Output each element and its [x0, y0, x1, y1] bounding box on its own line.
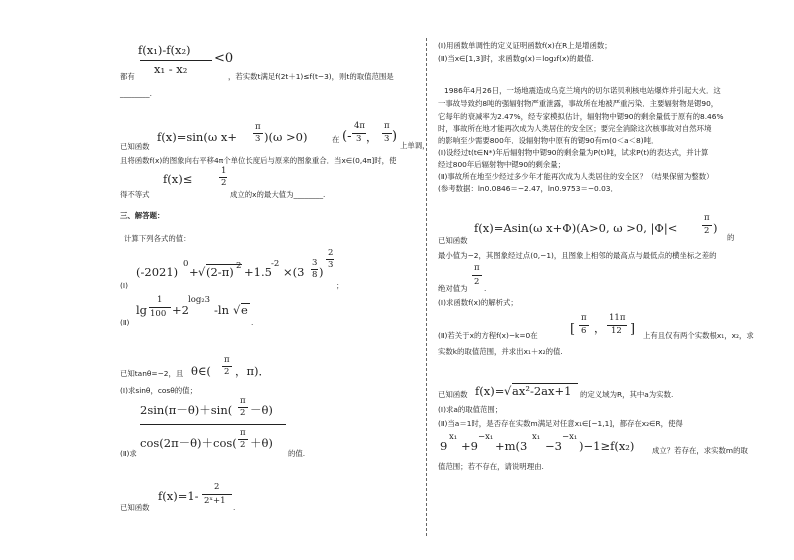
e1-a-sup: 0	[183, 259, 189, 269]
e1-c: +1.5	[244, 265, 272, 279]
interval-right: )	[392, 129, 398, 144]
column-divider	[426, 38, 427, 536]
q21-l3-den: 2	[474, 277, 480, 287]
q21-l3-num: π	[474, 263, 480, 273]
q20-l4: 时，事故所在地才能再次成为人类居住的安全区；要完全消除这次核事故对自然环境	[438, 124, 712, 133]
int-comma: ，	[594, 321, 606, 335]
num-f-num: π	[240, 396, 246, 406]
ineq: f(x)≤	[163, 172, 193, 186]
den-f-den: 2	[240, 440, 246, 450]
num-f-den: 2	[240, 408, 246, 418]
q18-p2-end: 的值.	[288, 449, 306, 458]
q21-func-end: )	[713, 221, 718, 235]
i-b-den: 12	[611, 326, 622, 336]
e-b: +9	[461, 439, 478, 453]
q18-num-end: －θ)	[250, 403, 273, 417]
p2-func: f(x)=sin(ω x+	[157, 130, 237, 144]
q21-de: 的	[727, 233, 735, 242]
e1-rad-sup: 2	[236, 261, 242, 271]
e1-exp-num: 2	[328, 248, 334, 258]
i-a-num: π	[581, 313, 587, 323]
q22-e-tail: 成立？若存在，求实数m的取	[652, 446, 748, 455]
e2-b: +2	[172, 303, 189, 317]
t-num: π	[224, 355, 230, 365]
e1-c-sup: -2	[271, 259, 280, 269]
q21-p2c: 实数k的取值范围，并求出x₁＋x₂的值.	[438, 347, 563, 356]
pi-num: π	[255, 122, 261, 132]
p2-line3b: 成立的x的最大值为________.	[230, 190, 326, 199]
less-than-zero: <0	[214, 51, 234, 66]
e1-rad: (2-π)	[206, 265, 234, 279]
e1-mix-num: 3	[312, 258, 318, 268]
p1-text: ，若实数t满足f(2t＋1)≤f(t−3)，则t的取值范围是	[228, 72, 394, 81]
e2-c: -ln	[214, 303, 229, 317]
q22-p1: (Ⅰ)求a的取值范围；	[438, 405, 503, 414]
i-b-num: 11π	[609, 313, 626, 323]
p2-line3a: 得不等式	[120, 190, 150, 199]
e1-b: +	[189, 265, 199, 279]
fraction-bar	[472, 275, 482, 276]
fraction-bar	[149, 307, 171, 308]
q19-lead: 已知函数	[120, 503, 150, 512]
e1-a: (-2021)	[136, 265, 179, 279]
radical-sign: √	[233, 303, 241, 317]
q20-l7: 经过800年后辐射物中锶90的剩余量；	[438, 160, 565, 169]
a-num: 4π	[354, 121, 365, 131]
q21-p2a: (Ⅱ)若关于x的方程f(x)−k=0在	[438, 331, 538, 340]
radical-sign: √	[198, 265, 206, 279]
q20-l3: 它每年的衰减率为2.47%，经专家模拟估计，辐射物中锶90的剩余量低于原有的8.46%	[438, 112, 724, 121]
pi-den: 3	[255, 134, 261, 144]
q21-l2: 最小值为−2，其图象经过点(0,−1)，且图象上相邻的最高点与最低点的横坐标之差的	[438, 251, 717, 260]
q18-den: cos(2π－θ)＋cos(	[140, 436, 237, 450]
q20-l8: (Ⅱ)事故所在地至少经过多少年才能再次成为人类居住的安全区？（结果保留为整数）	[438, 172, 714, 181]
e2-tail: .	[251, 318, 254, 327]
q19b-l2: (Ⅱ)当x∈[1,3]时，求函数g(x)＝log₂f(x)的最值.	[438, 54, 594, 63]
q21-p2b: 上有且仅有两个实数根x₁，x₂，求	[643, 331, 754, 340]
section-heading: 三、解答题：	[120, 211, 165, 220]
q20-l2: 一事故导致约8吨的强辐射物严重泄露，事故所在地被严重污染．主要辐射物是锶90，	[438, 99, 719, 108]
t-den: 2	[224, 367, 230, 377]
e-a-sup: x₁	[449, 432, 458, 442]
q19-f-num: 2	[214, 482, 220, 492]
fraction-bar	[140, 60, 212, 61]
q22-last: 值范围；若不存在，请说明理由.	[438, 462, 544, 471]
main-fraction-bar	[140, 424, 286, 425]
q21-f-den: 2	[704, 226, 710, 236]
b-den: 3	[384, 134, 390, 144]
e-a: 9	[440, 439, 448, 453]
q18-theta-end: ，π)．	[235, 364, 271, 378]
e1-e: )	[319, 265, 324, 279]
q20-l5: 的影响至少需要800年．设辐射物中原有的锶90有m(0＜a＜8)吨．	[438, 136, 659, 145]
q19-func: f(x)=1-	[158, 489, 199, 503]
q22-rad: ax²-2ax+1	[512, 384, 572, 398]
q19-f-den: 2ˣ+1	[204, 496, 226, 506]
den-f-num: π	[240, 428, 246, 438]
radical-sign: √	[504, 384, 512, 398]
q19b-l1: (Ⅰ)用函数单调性的定义证明函数f(x)在R上是增函数；	[438, 41, 612, 50]
q21-lead: 已知函数	[438, 236, 468, 245]
q17-label-1: (Ⅰ)	[120, 281, 128, 290]
q20-l6: (Ⅰ)设经过t(t∈N*)年后辐射物中锶90的剩余量为P(t)吨，试求P(t)的表达式，并计算	[438, 148, 709, 157]
frac-denominator: x₁ - x₂	[154, 62, 188, 76]
q20-l9: (参考数据：ln0.0846＝−2.47，ln0.9753＝−0.03．	[438, 184, 618, 193]
e1-d: ×(3	[283, 265, 305, 279]
q18-num: 2sin(π－θ)＋sin(	[140, 403, 233, 417]
q18-den-end: ＋θ)	[250, 436, 273, 450]
e2-a: lg	[136, 303, 148, 317]
q19-tail: .	[233, 503, 236, 512]
e-c: +m(3	[495, 439, 528, 453]
p2-line2: 且将函数f(x)的图象向右平移4π个单位长度后与原来的图象重合．当x∈(0,4π]时，使	[120, 156, 397, 165]
q22-func: f(x)=	[475, 384, 505, 398]
q21-p1: (Ⅰ)求函数f(x)的解析式；	[438, 298, 518, 307]
fraction-bar	[202, 494, 232, 495]
q22-p2: (Ⅱ)当a＝1时，是否存在实数m满足对任意x₁∈[−1,1]，都存在x₂∈R，使得	[438, 419, 683, 428]
e1-mix-den: 8	[312, 270, 318, 280]
e-d: −3	[545, 439, 562, 453]
q17-intro: 计算下列各式的值：	[124, 234, 191, 243]
e2-f-num: 1	[157, 295, 163, 305]
p2-on: 在	[332, 135, 340, 144]
e2-b-sup: log₂3	[188, 295, 211, 305]
e2-f-den: 100	[150, 309, 167, 319]
q18-theta: θ∈(	[191, 364, 211, 378]
e-c-sup: x₁	[532, 432, 541, 442]
int-right: ]	[630, 322, 636, 337]
p1-blank: ________.	[120, 89, 152, 98]
q18-p1: (Ⅰ)求sinθ，cosθ的值；	[120, 386, 197, 395]
h-num: 1	[221, 166, 227, 176]
p2-mono: 上单调，	[400, 141, 430, 150]
q21-func: f(x)=Asin(ω x+Φ)(A>0, ω >0, |Φ|<	[474, 221, 678, 235]
p1-prefix: 都有	[120, 72, 135, 81]
q21-l3-tail: .	[484, 284, 487, 293]
e-b-sup: −x₁	[478, 432, 494, 442]
interval-left: (-	[342, 129, 352, 144]
q22-lead: 已知函数	[438, 390, 468, 399]
q22-tail: 的定义域为R，其中a为实数.	[580, 390, 674, 399]
e-e: )−1≥f(x₂)	[579, 439, 635, 453]
q18-lead: 已知tanθ=−2，且	[120, 369, 184, 378]
p2-func-end: )(ω >0)	[264, 130, 308, 144]
e2-rad: e	[241, 303, 248, 317]
q20-l1: 1986年4月26日，一场地震造成乌克兰境内的切尔诺贝利核电站爆炸并引起大火．这	[444, 86, 721, 95]
h-den: 2	[221, 178, 227, 188]
comma: ，	[366, 130, 378, 144]
int-left: [	[570, 322, 576, 337]
q21-f-num: π	[704, 213, 710, 223]
q21-l3-lead: 绝对值为	[438, 284, 468, 293]
a-den: 3	[356, 134, 362, 144]
b-num: π	[384, 121, 390, 131]
e1-tail: ；	[336, 281, 344, 290]
q17-label-2: (Ⅱ)	[120, 318, 130, 327]
i-a-den: 6	[581, 326, 587, 336]
e1-exp-den: 3	[328, 260, 334, 270]
q18-p2: (Ⅱ)求	[120, 449, 137, 458]
e-d-sup: −x₁	[562, 432, 578, 442]
frac-numerator: f(x₁)-f(x₂)	[138, 43, 191, 57]
p2-lead: 已知函数	[120, 142, 150, 151]
